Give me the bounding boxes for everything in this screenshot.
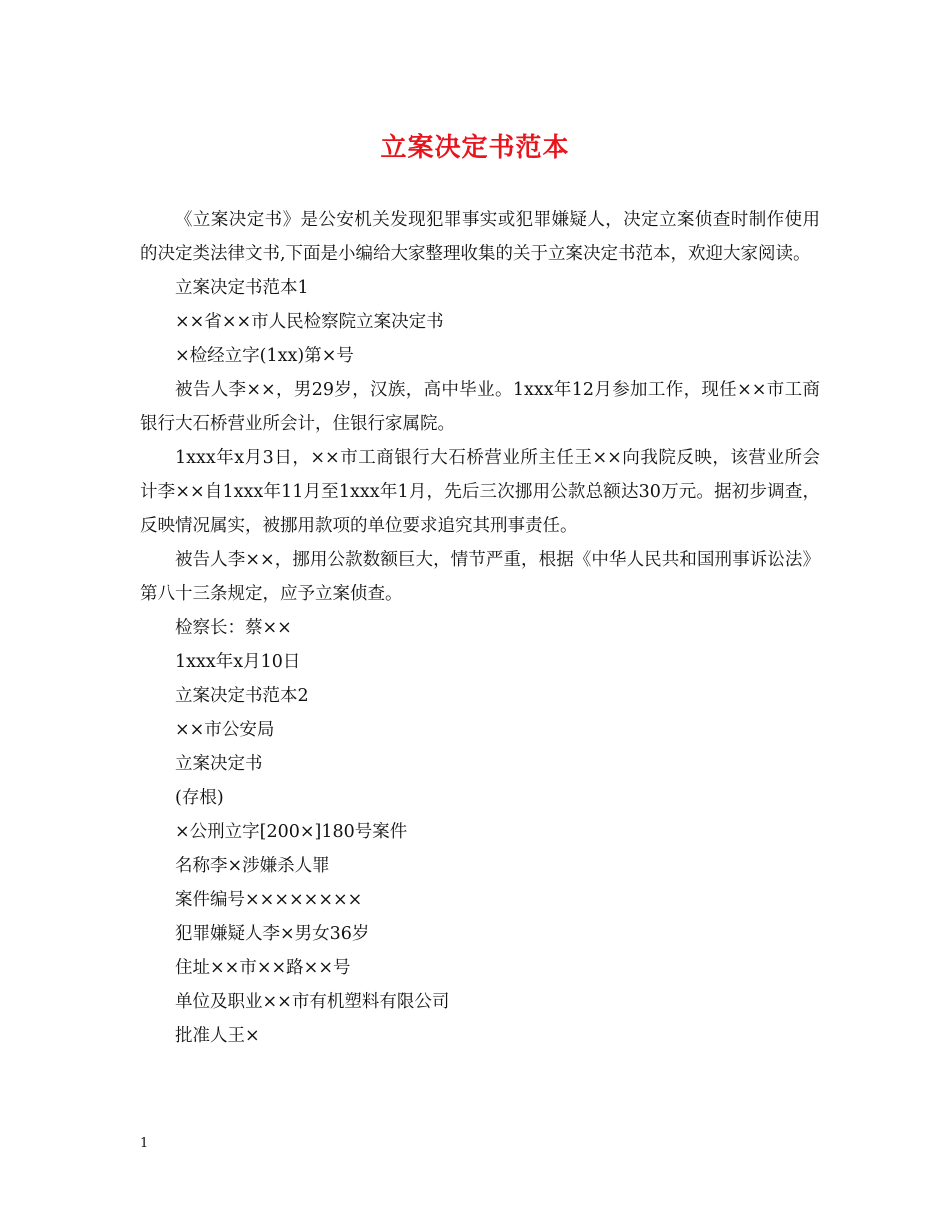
sample1-signer: 检察长：蔡×× <box>175 618 292 638</box>
sample2-org-line: ××市公安局 <box>175 720 275 740</box>
sample2-stub: (存根) <box>175 788 224 808</box>
document-body <box>140 203 820 1053</box>
sample1-org-line: ××省××市人民检察院立案决定书 <box>175 312 444 332</box>
sample1-paragraph-report: 1xxx年x月3日，××市工商银行大石桥营业所主任王××向我院反映，该营业所会计李××自1xxx年11月至1xxx年1月，先后三次挪用公款总额达30万元。据初步调查，反映情况属实，被挪用款项的单位要求追究其刑事责任。 <box>140 448 820 536</box>
sample2-doc-title: 立案决定书 <box>175 754 263 774</box>
sample1-heading: 立案决定书范本1 <box>175 278 309 298</box>
sample2-heading: 立案决定书范本2 <box>175 686 309 706</box>
sample1-paragraph-defendant: 被告人李××，男29岁，汉族，高中毕业。1xxx年12月参加工作，现任××市工商银行大石桥营业所会计，住银行家属院。 <box>140 380 820 434</box>
sample2-employer: 单位及职业××市有机塑料有限公司 <box>175 992 450 1012</box>
sample2-suspect: 犯罪嫌疑人李×男女36岁 <box>175 924 370 944</box>
sample2-case-name: 名称李×涉嫌杀人罪 <box>175 856 330 876</box>
sample1-paragraph-decision: 被告人李××，挪用公款数额巨大，情节严重，根据《中华人民共和国刑事诉讼法》第八十三条规定，应予立案侦查。 <box>140 550 820 604</box>
sample1-date: 1xxx年x月10日 <box>175 652 301 672</box>
sample1-doc-number: ×检经立字(1xx)第×号 <box>175 346 354 366</box>
sample2-doc-number: ×公刑立字[200×]180号案件 <box>175 822 408 842</box>
sample2-approver: 批准人王× <box>175 1026 260 1046</box>
intro-paragraph: 《立案决定书》是公安机关发现犯罪事实或犯罪嫌疑人，决定立案侦查时制作使用的决定类法律文书,下面是小编给大家整理收集的关于立案决定书范本，欢迎大家阅读。 <box>140 210 820 264</box>
page-number: 1 <box>140 1136 149 1151</box>
sample2-case-number: 案件编号×××××××× <box>175 890 363 910</box>
document-title: 立案决定书范本 <box>380 133 570 163</box>
sample2-address: 住址××市××路××号 <box>175 958 351 978</box>
